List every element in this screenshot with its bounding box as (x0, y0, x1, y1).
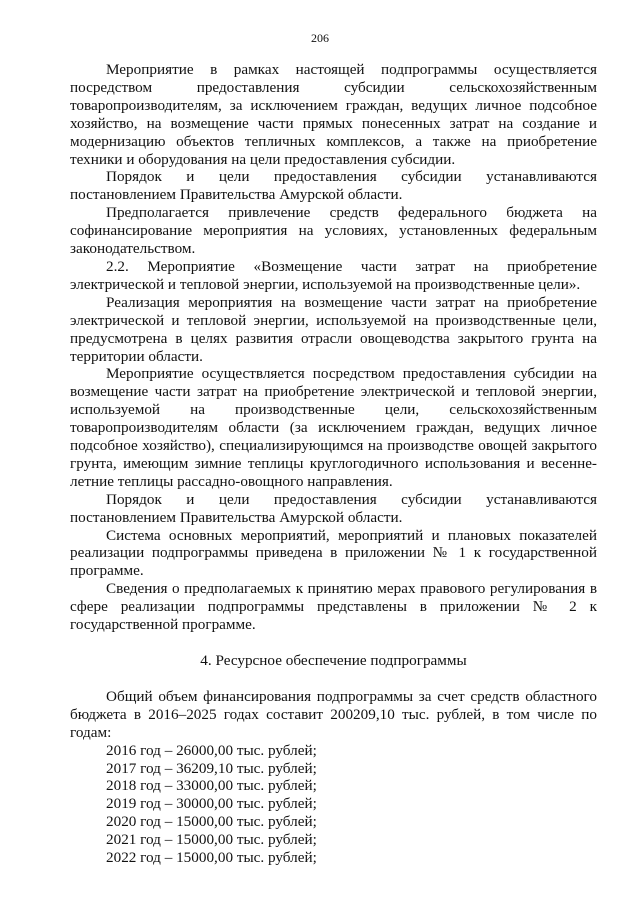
list-item: 2016 год – 26000,00 тыс. рублей; (106, 741, 317, 759)
paragraph: Порядок и цели предоставления субсидии устанавливаются постановлением Правительства Амурской области. (70, 168, 597, 204)
funding-by-year-list (70, 742, 597, 867)
list-item: 2022 год – 15000,00 тыс. рублей; (106, 849, 317, 867)
page-number: 206 (311, 31, 329, 45)
paragraph: Общий объем финансирования подпрограммы за счет средств областного бюджета в 2016–2025 годах составит 200209,10 тыс. рублей, в том числе по годам: (70, 687, 597, 741)
section-heading: 4. Ресурсное обеспечение подпрограммы (200, 652, 467, 669)
list-item: 2020 год – 15000,00 тыс. рублей; (106, 813, 317, 831)
paragraph: Мероприятие осуществляется посредством предоставления субсидии на возмещение части затрат на приобретение электрической и тепловой энергии, используемой на производственные цели, сельскохозяйственным товаропроизводителям области (за исключением граждан, ведущих личное подсобное хозяйство), специализирующимся на производстве овощей закрытого грунта, имеющим зимние теплицы круглогодичного использования и весенне-летние теплицы рассадно-овощного направления. (70, 365, 597, 490)
paragraph: Порядок и цели предоставления субсидии устанавливаются постановлением Правительства Амурской области. (70, 490, 597, 526)
document-body (70, 61, 597, 867)
list-item: 2018 год – 33000,00 тыс. рублей; (106, 777, 317, 795)
paragraph: 2.2. Мероприятие «Возмещение части затрат на приобретение электрической и тепловой энергии, используемой на производственные цели». (70, 257, 597, 293)
paragraph: Система основных мероприятий, мероприятий и плановых показателей реализации подпрограммы приведена в приложении № 1 к государственной программе. (70, 526, 597, 580)
paragraph: Реализация мероприятия на возмещение части затрат на приобретение электрической и тепловой энергии, используемой на производственные цели, предусмотрена в целях развития отрасли овощеводства закрытого грунта на территории области. (70, 293, 597, 365)
paragraph: Предполагается привлечение средств федерального бюджета на софинансирование мероприятия на условиях, установленных федеральным законодательством. (70, 204, 597, 258)
list-item: 2017 год – 36209,10 тыс. рублей; (106, 759, 317, 777)
list-item: 2019 год – 30000,00 тыс. рублей; (106, 795, 317, 813)
paragraph: Сведения о предполагаемых к принятию мерах правового регулирования в сфере реализации подпрограммы представлены в приложении № 2 к государственной программе. (70, 580, 597, 634)
paragraph: Мероприятие в рамках настоящей подпрограммы осуществляется посредством предоставления субсидии сельскохозяйственным товаропроизводителям, за исключением граждан, ведущих личное подсобное хозяйство, на возмещение части прямых понесенных затрат на создание и модернизацию объектов тепличных комплексов, а также на приобретение техники и оборудования на цели предоставления субсидии. (70, 61, 597, 168)
list-item: 2021 год – 15000,00 тыс. рублей; (106, 831, 317, 849)
